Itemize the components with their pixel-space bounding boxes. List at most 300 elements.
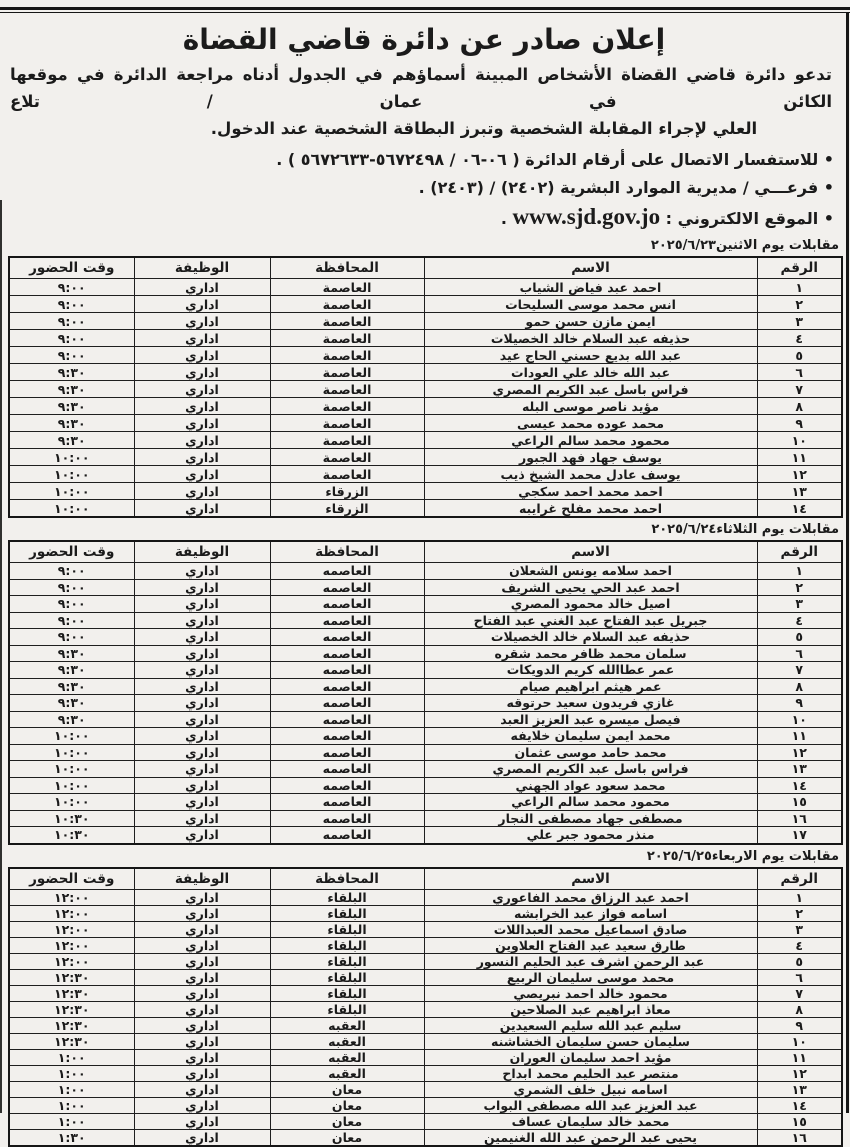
cell-name: عمر هيثم ابراهيم صيام [424,678,757,695]
cell-name: صادق اسماعيل محمد العبداللات [424,921,757,937]
cell-job: اداري [134,695,270,712]
cell-number: ٦ [757,969,842,985]
cell-number: ٣ [757,921,842,937]
cell-governorate: معان [270,1129,424,1146]
cell-job: اداري [134,937,270,953]
cell-governorate: البلقاء [270,905,424,921]
cell-job: اداري [134,1081,270,1097]
cell-governorate: العاصمة [270,347,424,364]
right-column-rule [846,13,849,1113]
cell-name: احمد عبد الحي يحيى الشريف [424,579,757,596]
cell-number: ٦ [757,364,842,381]
cell-number: ٧ [757,985,842,1001]
cell-name: محمد حامد موسى عثمان [424,744,757,761]
table-row [9,1017,842,1033]
intro-line-1: تدعو دائرة قاضي القضاة الأشخاص المبينة أسماؤهم في الجدول أدناه مراجعة الدائرة في موقعها الكائن في عمان / تلاع [10,65,832,111]
section-date-label: مقابلات يوم الاثنين٢٠٢٥/٦/٢٣ [650,238,839,253]
table-row [9,744,842,761]
cell-governorate: العقبه [270,1049,424,1065]
cell-governorate: العاصمه [270,612,424,629]
cell-governorate: البلقاء [270,937,424,953]
website-url: www.sjd.gov.jo [512,204,661,229]
cell-name: محمود محمد سالم الراعي [424,794,757,811]
cell-job: اداري [134,629,270,646]
cell-attendance-time: ١٢:٣٠ [9,969,134,985]
table-row [9,827,842,844]
cell-attendance-time: ٩:٣٠ [9,662,134,679]
table-row [9,364,842,381]
cell-governorate: العقبه [270,1065,424,1081]
table-row [9,466,842,483]
cell-job: اداري [134,330,270,347]
cell-governorate: العاصمه [270,662,424,679]
cell-name: فراس باسل عبد الكريم المصري [424,761,757,778]
table-row [9,483,842,500]
cell-governorate: البلقاء [270,889,424,905]
cell-name: مؤيد احمد سليمان العوران [424,1049,757,1065]
cell-job: اداري [134,432,270,449]
cell-number: ١٠ [757,432,842,449]
cell-governorate: العاصمه [270,711,424,728]
cell-job: اداري [134,810,270,827]
table-row [9,500,842,518]
cell-governorate: العاصمة [270,296,424,313]
cell-number: ٣ [757,313,842,330]
cell-name: سليم عبد الله سليم السعيدين [424,1017,757,1033]
cell-name: سلمان محمد ظافر محمد شقره [424,645,757,662]
cell-name: مؤيد ناصر موسى البله [424,398,757,415]
cell-job: اداري [134,662,270,679]
table-row [9,1033,842,1049]
cell-name: انس محمد موسى السليحات [424,296,757,313]
cell-job: اداري [134,905,270,921]
cell-governorate: العاصمة [270,449,424,466]
table-row [9,810,842,827]
cell-number: ١١ [757,1049,842,1065]
table-row [9,761,842,778]
cell-attendance-time: ٩:٣٠ [9,678,134,695]
cell-job: اداري [134,678,270,695]
cell-number: ١ [757,889,842,905]
website-label: • الموقع الالكتروني : [665,209,834,228]
cell-attendance-time: ١٠:٠٠ [9,794,134,811]
table-header-row [9,868,842,890]
cell-job: اداري [134,1033,270,1049]
cell-attendance-time: ٩:٠٠ [9,296,134,313]
cell-number: ٨ [757,678,842,695]
column-header: الرقم [757,257,842,279]
cell-governorate: العاصمه [270,563,424,580]
cell-name: اصيل خالد محمود المصري [424,596,757,613]
cell-job: اداري [134,1049,270,1065]
cell-attendance-time: ١٠:٠٠ [9,500,134,518]
cell-number: ٨ [757,398,842,415]
cell-governorate: العاصمة [270,432,424,449]
cell-number: ١٢ [757,744,842,761]
cell-number: ١٠ [757,711,842,728]
interview-table [8,256,843,518]
cell-number: ١٣ [757,761,842,778]
column-header: الوظيفة [134,541,270,563]
section-date-label: مقابلات يوم الثلاثاء٢٠٢٥/٦/٢٤ [651,522,839,537]
cell-job: اداري [134,296,270,313]
cell-governorate: البلقاء [270,969,424,985]
cell-number: ١٤ [757,1097,842,1113]
cell-name: اسامه نبيل خلف الشمري [424,1081,757,1097]
intro-paragraph [4,61,844,142]
bullet-website [4,202,834,234]
cell-attendance-time: ١:٠٠ [9,1113,134,1129]
cell-governorate: العاصمه [270,695,424,712]
cell-governorate: البلقاء [270,921,424,937]
cell-attendance-time: ١:٠٠ [9,1065,134,1081]
cell-name: عبد العزيز عبد الله مصطفى البواب [424,1097,757,1113]
cell-job: اداري [134,827,270,844]
cell-attendance-time: ٩:٠٠ [9,629,134,646]
column-header: الوظيفة [134,868,270,890]
cell-number: ١١ [757,449,842,466]
cell-governorate: العاصمة [270,398,424,415]
table-row [9,296,842,313]
cell-name: احمد محمد احمد سكجي [424,483,757,500]
cell-attendance-time: ٩:٠٠ [9,347,134,364]
table-row [9,398,842,415]
cell-job: اداري [134,728,270,745]
cell-job: اداري [134,985,270,1001]
cell-governorate: الزرقاء [270,483,424,500]
table-row [9,579,842,596]
table-row [9,777,842,794]
cell-number: ١٧ [757,827,842,844]
cell-governorate: العاصمة [270,381,424,398]
cell-attendance-time: ٩:٣٠ [9,711,134,728]
cell-attendance-time: ٩:٠٠ [9,563,134,580]
cell-name: عبد الرحمن اشرف عبد الحليم النسور [424,953,757,969]
cell-number: ١ [757,279,842,296]
cell-name: ايمن مازن حسن حمو [424,313,757,330]
cell-job: اداري [134,596,270,613]
cell-governorate: العاصمه [270,827,424,844]
cell-governorate: العاصمة [270,330,424,347]
cell-job: اداري [134,313,270,330]
cell-attendance-time: ٩:٠٠ [9,579,134,596]
cell-governorate: معان [270,1081,424,1097]
cell-governorate: العاصمه [270,744,424,761]
cell-governorate: العقبه [270,1033,424,1049]
cell-attendance-time: ١٢:٠٠ [9,905,134,921]
cell-governorate: العاصمه [270,728,424,745]
cell-attendance-time: ١٠:٠٠ [9,483,134,500]
cell-job: اداري [134,381,270,398]
cell-attendance-time: ١٠:٣٠ [9,827,134,844]
table-row [9,953,842,969]
cell-attendance-time: ١٢:٣٠ [9,1001,134,1017]
table-row [9,449,842,466]
cell-number: ١٦ [757,810,842,827]
section-date-label: مقابلات يوم الاربعاء٢٠٢٥/٦/٢٥ [646,848,839,864]
cell-name: عبد الله بديع حسني الحاج عيد [424,347,757,364]
table-row [9,1097,842,1113]
cell-attendance-time: ١٠:٠٠ [9,728,134,745]
cell-job: اداري [134,563,270,580]
table-row [9,662,842,679]
cell-attendance-time: ١:٠٠ [9,1081,134,1097]
cell-attendance-time: ١٢:٣٠ [9,1033,134,1049]
cell-attendance-time: ١٢:٠٠ [9,921,134,937]
table-row [9,645,842,662]
cell-name: اسامه فواز عبد الخرابشه [424,905,757,921]
cell-name: منتصر عبد الحليم محمد ابداح [424,1065,757,1081]
cell-governorate: العاصمة [270,364,424,381]
cell-name: محمد ايمن سليمان خلايفه [424,728,757,745]
bullet-hr-extension: • فرعـــي / مديرية الموارد البشرية (٢٤٠٢) / (٢٤٠٣) . [418,178,834,197]
cell-attendance-time: ١:٣٠ [9,1129,134,1146]
cell-number: ١٦ [757,1129,842,1146]
cell-attendance-time: ١٢:٣٠ [9,985,134,1001]
cell-job: اداري [134,466,270,483]
cell-job: اداري [134,889,270,905]
cell-governorate: البلقاء [270,1001,424,1017]
table-row [9,279,842,296]
cell-governorate: العاصمه [270,810,424,827]
cell-governorate: العاصمه [270,645,424,662]
cell-number: ٢ [757,296,842,313]
cell-number: ١٥ [757,1113,842,1129]
cell-attendance-time: ٩:٣٠ [9,695,134,712]
cell-job: اداري [134,794,270,811]
cell-governorate: العاصمة [270,415,424,432]
cell-governorate: العاصمه [270,794,424,811]
cell-name: يحيى عبد الرحمن عبد الله الغنيمين [424,1129,757,1146]
cell-name: فراس باسل عبد الكريم المصري [424,381,757,398]
cell-job: اداري [134,500,270,518]
cell-number: ٦ [757,645,842,662]
cell-attendance-time: ٩:٠٠ [9,596,134,613]
cell-number: ١٢ [757,466,842,483]
cell-name: منذر محمود جبر علي [424,827,757,844]
cell-number: ١٠ [757,1033,842,1049]
cell-attendance-time: ١:٠٠ [9,1097,134,1113]
cell-governorate: العاصمه [270,678,424,695]
cell-number: ٤ [757,937,842,953]
cell-job: اداري [134,1001,270,1017]
cell-job: اداري [134,415,270,432]
column-header: الرقم [757,868,842,890]
table-row [9,347,842,364]
cell-number: ٤ [757,330,842,347]
table-row [9,629,842,646]
column-header: وقت الحضور [9,257,134,279]
cell-number: ٢ [757,905,842,921]
cell-job: اداري [134,1113,270,1129]
cell-job: اداري [134,347,270,364]
column-header: الاسم [424,257,757,279]
cell-job: اداري [134,1065,270,1081]
cell-name: فيصل ميسره عبد العزيز العبد [424,711,757,728]
cell-number: ٢ [757,579,842,596]
cell-attendance-time: ١٠:٠٠ [9,777,134,794]
cell-attendance-time: ٩:٣٠ [9,381,134,398]
cell-name: جبريل عبد الفتاح عبد الغني عبد الفتاح [424,612,757,629]
table-row [9,905,842,921]
cell-name: محمود محمد سالم الراعي [424,432,757,449]
table-row [9,1065,842,1081]
column-header: الاسم [424,868,757,890]
website-suffix: . [500,209,507,228]
cell-number: ١١ [757,728,842,745]
cell-number: ١٣ [757,483,842,500]
cell-number: ٩ [757,695,842,712]
cell-job: اداري [134,398,270,415]
cell-number: ٩ [757,1017,842,1033]
cell-job: اداري [134,953,270,969]
cell-governorate: العقبه [270,1017,424,1033]
cell-name: مصطفى جهاد مصطفى النجار [424,810,757,827]
cell-name: عمر عطاالله كريم الدويكات [424,662,757,679]
cell-governorate: العاصمه [270,579,424,596]
cell-job: اداري [134,969,270,985]
cell-attendance-time: ٩:٣٠ [9,432,134,449]
cell-number: ٤ [757,612,842,629]
cell-attendance-time: ١٢:٣٠ [9,1017,134,1033]
table-row [9,415,842,432]
bullet-phone-numbers: • للاستفسار الاتصال على أرقام الدائرة ( ‎٠٦-٥٦٧٢٤٩٨‎ / ‎٠٦-٥٦٧٢٦٣٣‎ ) . [276,150,834,169]
cell-attendance-time: ١:٠٠ [9,1049,134,1065]
table-row [9,937,842,953]
table-header-row [9,541,842,563]
column-header: الوظيفة [134,257,270,279]
cell-job: اداري [134,449,270,466]
cell-name: غازي فريدون سعيد حرتوقه [424,695,757,712]
cell-name: محمد عوده محمد عيسى [424,415,757,432]
cell-attendance-time: ١٢:٠٠ [9,953,134,969]
cell-job: اداري [134,777,270,794]
cell-job: اداري [134,579,270,596]
table-row [9,678,842,695]
cell-governorate: الزرقاء [270,500,424,518]
cell-attendance-time: ٩:٣٠ [9,415,134,432]
cell-name: سليمان حسن سليمان الخشاشنه [424,1033,757,1049]
table-row [9,711,842,728]
cell-name: حذيفه عبد السلام خالد الخصيلات [424,629,757,646]
announcement-body [4,13,844,1147]
table-row [9,985,842,1001]
cell-number: ٧ [757,662,842,679]
cell-attendance-time: ٩:٠٠ [9,313,134,330]
cell-name: يوسف جهاد فهد الجبور [424,449,757,466]
cell-governorate: العاصمة [270,279,424,296]
table-row [9,889,842,905]
cell-name: احمد عبد الرزاق محمد الفاعوري [424,889,757,905]
table-row [9,794,842,811]
cell-attendance-time: ١٢:٠٠ [9,937,134,953]
interview-table [8,867,843,1147]
cell-number: ٥ [757,347,842,364]
cell-name: احمد سلامه يونس الشعلان [424,563,757,580]
column-header: الاسم [424,541,757,563]
cell-number: ٧ [757,381,842,398]
table-row [9,921,842,937]
cell-number: ١٢ [757,1065,842,1081]
cell-name: محمد خالد سليمان عساف [424,1113,757,1129]
cell-name: عبد الله خالد علي العودات [424,364,757,381]
cell-number: ٥ [757,629,842,646]
cell-number: ١٤ [757,777,842,794]
cell-job: اداري [134,645,270,662]
cell-attendance-time: ٩:٣٠ [9,398,134,415]
cell-name: معاذ ابراهيم عبد الصلاحين [424,1001,757,1017]
cell-name: يوسف عادل محمد الشيخ ذيب [424,466,757,483]
cell-governorate: معان [270,1097,424,1113]
cell-job: اداري [134,1129,270,1146]
column-header: المحافظة [270,257,424,279]
cell-attendance-time: ١٠:٣٠ [9,810,134,827]
table-row [9,969,842,985]
table-row [9,313,842,330]
table-row [9,1129,842,1146]
cell-job: اداري [134,921,270,937]
cell-number: ٣ [757,596,842,613]
cell-number: ٥ [757,953,842,969]
cell-number: ١ [757,563,842,580]
cell-attendance-time: ١٠:٠٠ [9,761,134,778]
cell-name: طارق سعيد عبد الفتاح العلاوين [424,937,757,953]
cell-number: ١٥ [757,794,842,811]
sections [4,238,844,1147]
cell-attendance-time: ٩:٠٠ [9,279,134,296]
cell-name: حذيفه عبد السلام خالد الخصيلات [424,330,757,347]
cell-job: اداري [134,483,270,500]
cell-governorate: معان [270,1113,424,1129]
table-row [9,1001,842,1017]
cell-attendance-time: ١٠:٠٠ [9,449,134,466]
cell-job: اداري [134,711,270,728]
cell-job: اداري [134,1097,270,1113]
cell-governorate: البلقاء [270,985,424,1001]
cell-job: اداري [134,761,270,778]
cell-attendance-time: ١٠:٠٠ [9,744,134,761]
cell-name: احمد عبد فياض الشياب [424,279,757,296]
cell-job: اداري [134,744,270,761]
cell-name: احمد محمد مفلح غرايبه [424,500,757,518]
cell-name: محمد موسى سليمان الربيع [424,969,757,985]
cell-job: اداري [134,1017,270,1033]
table-row [9,1049,842,1065]
column-header: وقت الحضور [9,541,134,563]
table-row [9,563,842,580]
contact-bullets [4,146,844,234]
table-row [9,381,842,398]
cell-attendance-time: ٩:٣٠ [9,645,134,662]
cell-governorate: العاصمه [270,596,424,613]
page-title: إعلان صادر عن دائرة قاضي القضاة [182,23,666,56]
cell-governorate: العاصمه [270,629,424,646]
cell-number: ١٣ [757,1081,842,1097]
column-header: المحافظة [270,541,424,563]
cell-name: محمود خالد احمد نبريصي [424,985,757,1001]
cell-governorate: البلقاء [270,953,424,969]
cell-job: اداري [134,612,270,629]
table-row [9,728,842,745]
cell-governorate: العاصمه [270,777,424,794]
table-row [9,330,842,347]
cell-governorate: العاصمة [270,313,424,330]
cell-number: ٩ [757,415,842,432]
cell-governorate: العاصمه [270,761,424,778]
table-row [9,432,842,449]
cell-number: ٨ [757,1001,842,1017]
cell-governorate: العاصمة [270,466,424,483]
